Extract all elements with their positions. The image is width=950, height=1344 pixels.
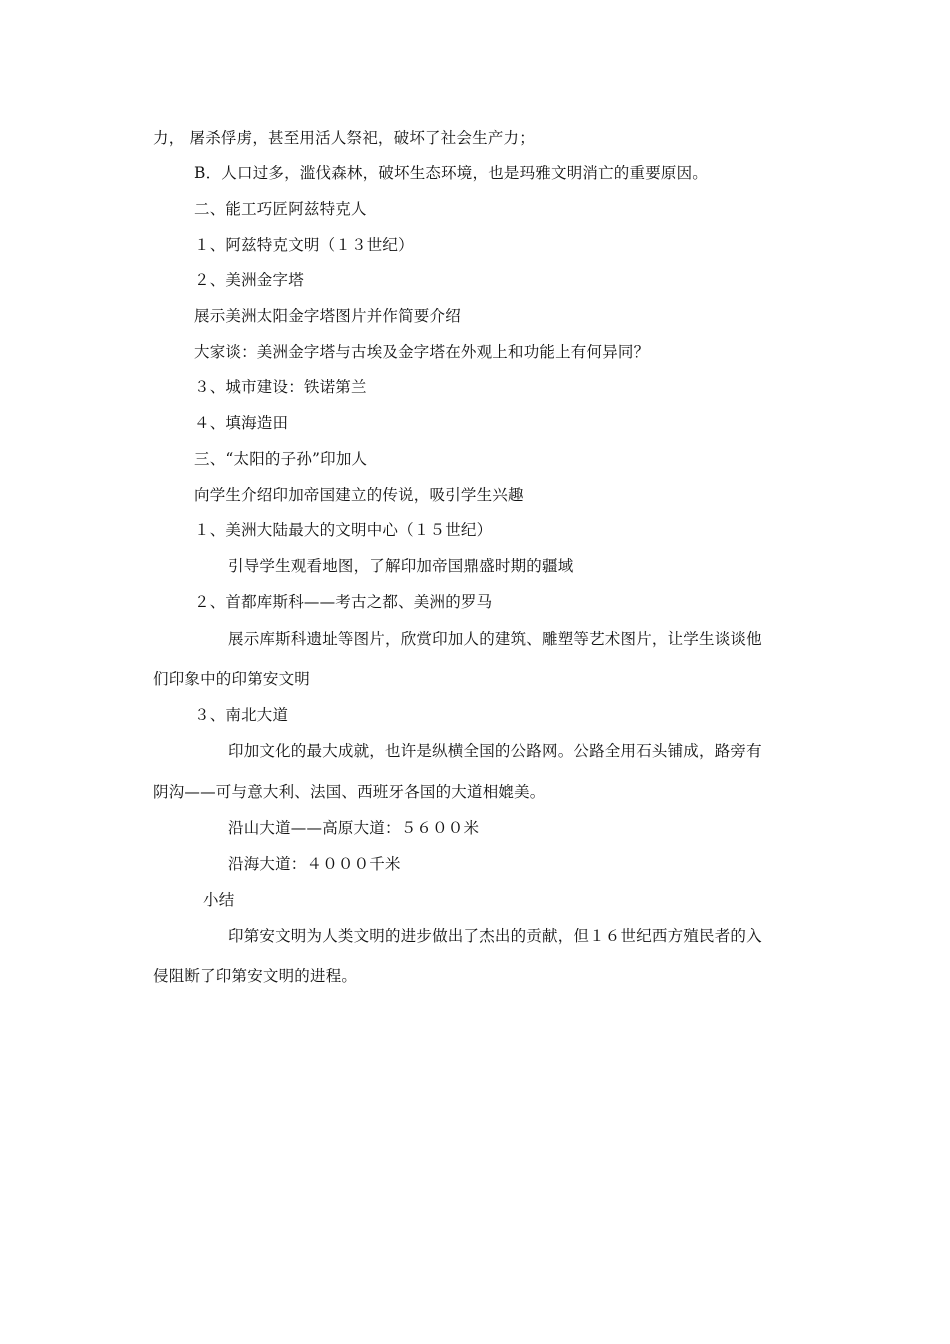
section-heading: 二、能工巧匠阿兹特克人 xyxy=(194,200,367,218)
text-line: １、阿兹特克文明（１３世纪） xyxy=(194,236,414,254)
text-line: 印第安文明为人类文明的进步做出了杰出的贡献，但１６世纪西方殖民者的入 xyxy=(228,927,762,945)
text-line: 向学生介绍印加帝国建立的传说，吸引学生兴趣 xyxy=(194,486,524,504)
text-line: 沿海大道：４０００千米 xyxy=(228,855,401,873)
text-line: 展示美洲太阳金字塔图片并作简要介绍 xyxy=(194,307,461,325)
text-line: 力， 屠杀俘虏，甚至用活人祭祀，破坏了社会生产力； xyxy=(153,129,535,147)
text-line: ４、填海造田 xyxy=(194,414,289,432)
text-line: ２、首都库斯科——考古之都、美洲的罗马 xyxy=(194,593,493,611)
text-line: 展示库斯科遗址等图片，欣赏印加人的建筑、雕塑等艺术图片，让学生谈谈他 xyxy=(228,630,762,648)
section-heading: 三、“太阳的子孙”印加人 xyxy=(194,450,368,468)
text-line: 印加文化的最大成就，也许是纵横全国的公路网。公路全用石头铺成，路旁有 xyxy=(228,742,762,760)
text-line: B．人口过多，滥伐森林，破坏生态环境，也是玛雅文明消亡的重要原因。 xyxy=(194,164,708,182)
text-line: 侵阻断了印第安文明的进程。 xyxy=(153,967,358,985)
text-line: 阴沟——可与意大利、法国、西班牙各国的大道相媲美。 xyxy=(153,783,546,801)
text-line: １、美洲大陆最大的文明中心（１５世纪） xyxy=(194,521,493,539)
text-line: ３、南北大道 xyxy=(194,706,289,724)
text-line: 们印象中的印第安文明 xyxy=(153,670,311,688)
text-line: 沿山大道——高原大道：５６００米 xyxy=(228,819,480,837)
section-heading: 小结 xyxy=(203,891,235,909)
text-line: 大家谈：美洲金字塔与古埃及金字塔在外观上和功能上有何异同？ xyxy=(194,343,650,361)
text-line: ３、城市建设：铁诺第兰 xyxy=(194,378,367,396)
text-line: 引导学生观看地图，了解印加帝国鼎盛时期的疆域 xyxy=(228,557,574,575)
text-line: ２、美洲金字塔 xyxy=(194,271,304,289)
